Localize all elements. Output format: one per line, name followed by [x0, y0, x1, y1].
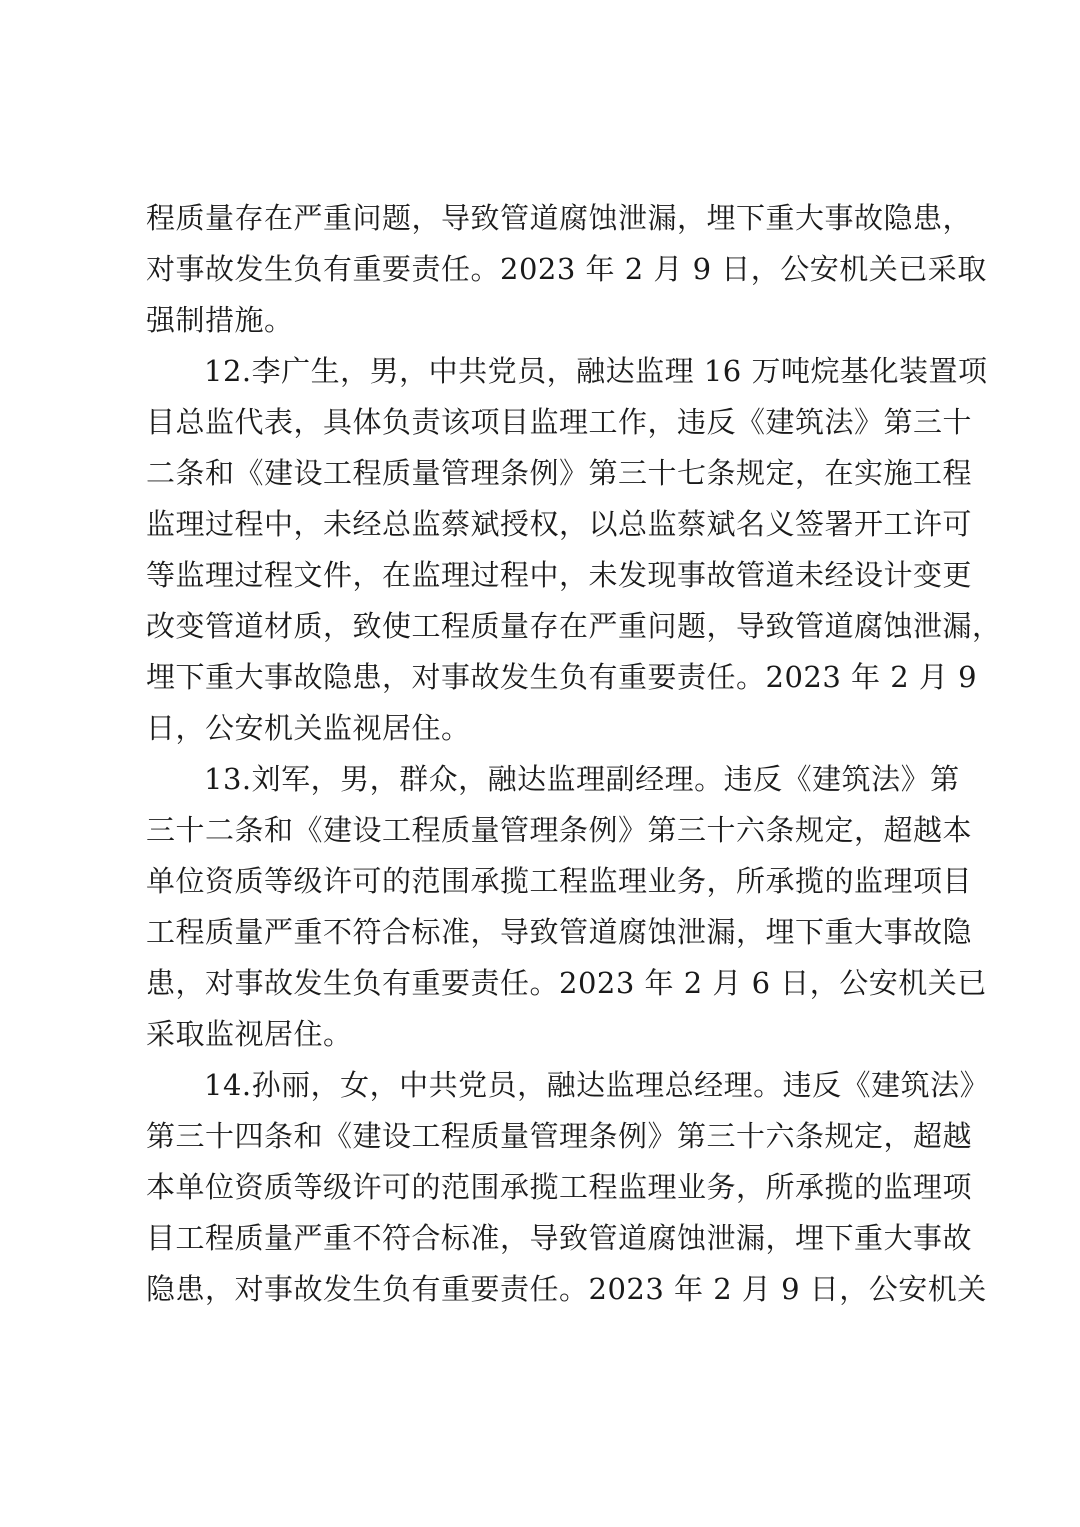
text-line: 12.李广生，男，中共党员，融达监理 16 万吨烷基化装置项 [204, 354, 988, 388]
text-line: 14.孙丽，女，中共党员，融达监理总经理。违反《建筑法》 [204, 1068, 990, 1102]
text-line: 本单位资质等级许可的范围承揽工程监理业务，所承揽的监理项 [146, 1170, 973, 1204]
text-line: 三十二条和《建设工程质量管理条例》第三十六条规定，超越本 [146, 813, 973, 847]
text-line: 对事故发生负有重要责任。2023 年 2 月 9 日，公安机关已采取 [146, 252, 987, 286]
text-line: 采取监视居住。 [146, 1017, 353, 1051]
text-line: 强制措施。 [146, 303, 294, 337]
text-line: 工程质量严重不符合标准，导致管道腐蚀泄漏，埋下重大事故隐 [146, 915, 973, 949]
text-line: 埋下重大事故隐患，对事故发生负有重要责任。2023 年 2 月 9 [146, 660, 978, 694]
text-line: 监理过程中，未经总监蔡斌授权，以总监蔡斌名义签署开工许可 [146, 507, 973, 541]
text-line: 第三十四条和《建设工程质量管理条例》第三十六条规定，超越 [146, 1119, 973, 1153]
text-line: 目总监代表，具体负责该项目监理工作，违反《建筑法》第三十 [146, 405, 973, 439]
text-line: 程质量存在严重问题，导致管道腐蚀泄漏，埋下重大事故隐患， [146, 201, 973, 235]
text-line: 改变管道材质，致使工程质量存在严重问题，导致管道腐蚀泄漏， [146, 609, 1002, 643]
document-body [146, 193, 1002, 1315]
text-line: 二条和《建设工程质量管理条例》第三十七条规定，在实施工程 [146, 456, 973, 490]
text-line: 隐患，对事故发生负有重要责任。2023 年 2 月 9 日，公安机关 [146, 1272, 987, 1306]
text-line: 目工程质量严重不符合标准，导致管道腐蚀泄漏，埋下重大事故 [146, 1221, 973, 1255]
text-line: 等监理过程文件，在监理过程中，未发现事故管道未经设计变更 [146, 558, 973, 592]
text-line: 13.刘军，男，群众，融达监理副经理。违反《建筑法》第 [204, 762, 960, 796]
text-line: 患，对事故发生负有重要责任。2023 年 2 月 6 日，公安机关已 [146, 966, 987, 1000]
text-line: 单位资质等级许可的范围承揽工程监理业务，所承揽的监理项目 [146, 864, 973, 898]
text-line: 日，公安机关监视居住。 [146, 711, 471, 745]
